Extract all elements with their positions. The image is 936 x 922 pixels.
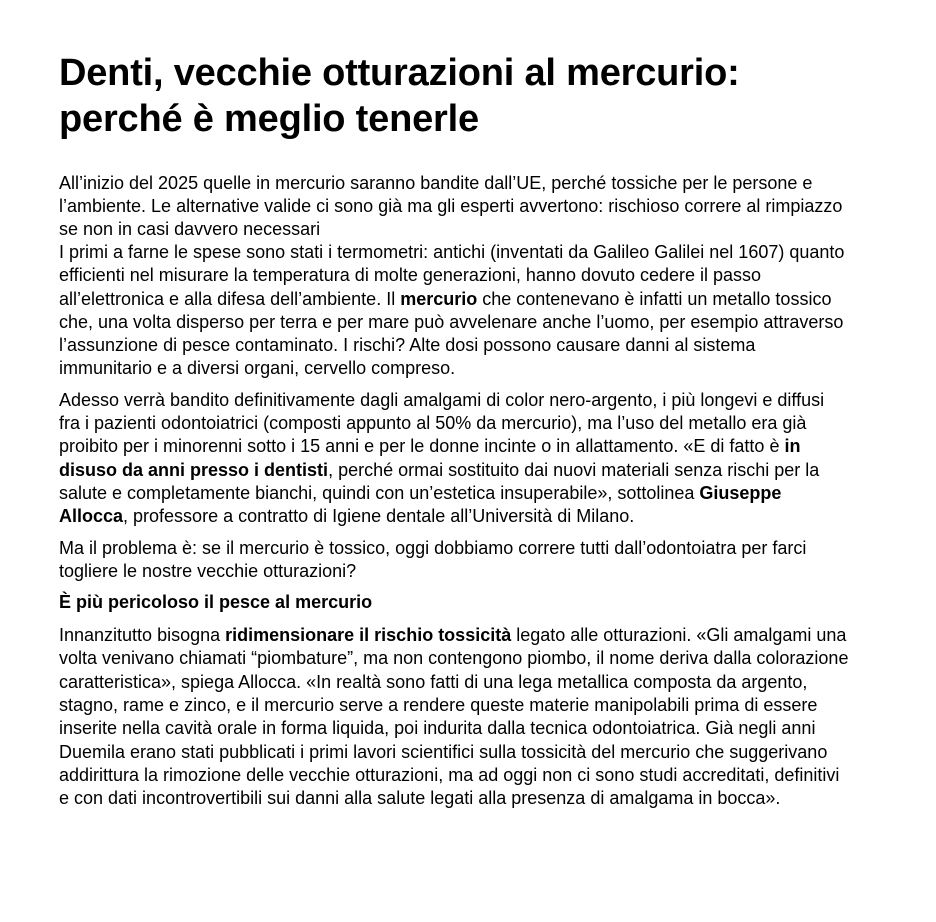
paragraph-2-text-e: , professore a contratto di Igiene dentale all’Università di Milano. — [123, 506, 635, 527]
paragraph-1-text-a: I primi a farne le spese sono stati i termometri: antichi (inventati da Galileo Galilei nel 1607) quanto efficienti nel misurare la temperatura di molte generazioni, hanno dovuto cedere il passo all’elettronica e alla difesa dell’ambiente. Il — [59, 242, 845, 309]
paragraph-1-bold-mercurio: mercurio — [400, 288, 478, 309]
section-subheading: È più pericoloso il pesce al mercurio — [59, 592, 373, 613]
paragraph-2-text-a: Adesso verrà bandito definitivamente dagli amalgami di color nero-argento, i più longevi e diffusi fra i pazienti odontoiatrici (composti appunto al 50% da mercurio), ma l’uso del metallo era già proibito per i minorenni sotto i 15 anni e per le donne incinte o in allattamento. «E di fatto è — [59, 389, 825, 457]
paragraph-2 — [59, 389, 849, 529]
paragraph-1-text-c: che contenevano è infatti un metallo tossico che, una volta disperso per terra e per mare può avvelenare anche l’uomo, per esempio attraverso l’assunzione di pesce contaminato. I rischi? Alte dosi possono causare danni al sistema immunitario e a diversi organi, cervello compreso. — [59, 288, 844, 379]
article-title: Denti, vecchie otturazioni al mercurio: perché è meglio tenerle — [59, 52, 740, 140]
paragraph-4-text-a: Innanzitutto bisogna — [59, 625, 226, 646]
paragraph-2-text-c: , perché ormai sostituito dai nuovi materiali senza rischi per la salute e completamente bianchi, quindi con un’estetica insuperabile», sottolinea — [59, 459, 820, 503]
article-lead: All’inizio del 2025 quelle in mercurio saranno bandite dall’UE, perché tossiche per le persone e l’ambiente. Le alternative valide ci sono già ma gli esperti avvertono: rischioso correre al rimpiazzo se non in casi davvero necessari — [59, 173, 843, 239]
article — [59, 50, 849, 811]
paragraph-1 — [59, 241, 849, 381]
paragraph-2-bold-disuso: in disuso da anni presso i dentisti — [59, 436, 801, 480]
paragraph-4 — [59, 624, 849, 810]
paragraph-4-bold-rischio: ridimensionare il rischio tossicità — [225, 625, 512, 646]
paragraph-4-text-c: legato alle otturazioni. «Gli amalgami una volta venivano chiamati “piombature”, ma non contengono piombo, il nome deriva dalla colorazione caratteristica», spiega Allocca. «In realtà sono fatti di una lega metallica composta da argento, stagno, rame e zinco, e il mercurio serve a rendere queste materie manipolabili prima di essere inserite nella cavità orale in forma liquida, poi indurita dalla tecnica odontoiatrica. Già negli anni Duemila erano stati pubblicati i primi lavori scientifici sulla tossicità del mercurio che suggerivano addirittura la rimozione delle vecchie otturazioni, ma ad oggi non ci sono studi accreditati, definitivi e con dati incontrovertibili sui danni alla salute legati alla presenza di amalgama in bocca». — [59, 625, 849, 809]
paragraph-2-bold-allocca: Giuseppe Allocca — [59, 482, 782, 527]
paragraph-3: Ma il problema è: se il mercurio è tossico, oggi dobbiamo correre tutti dall’odontoiatra per farci togliere le nostre vecchie otturazioni? — [59, 537, 807, 581]
